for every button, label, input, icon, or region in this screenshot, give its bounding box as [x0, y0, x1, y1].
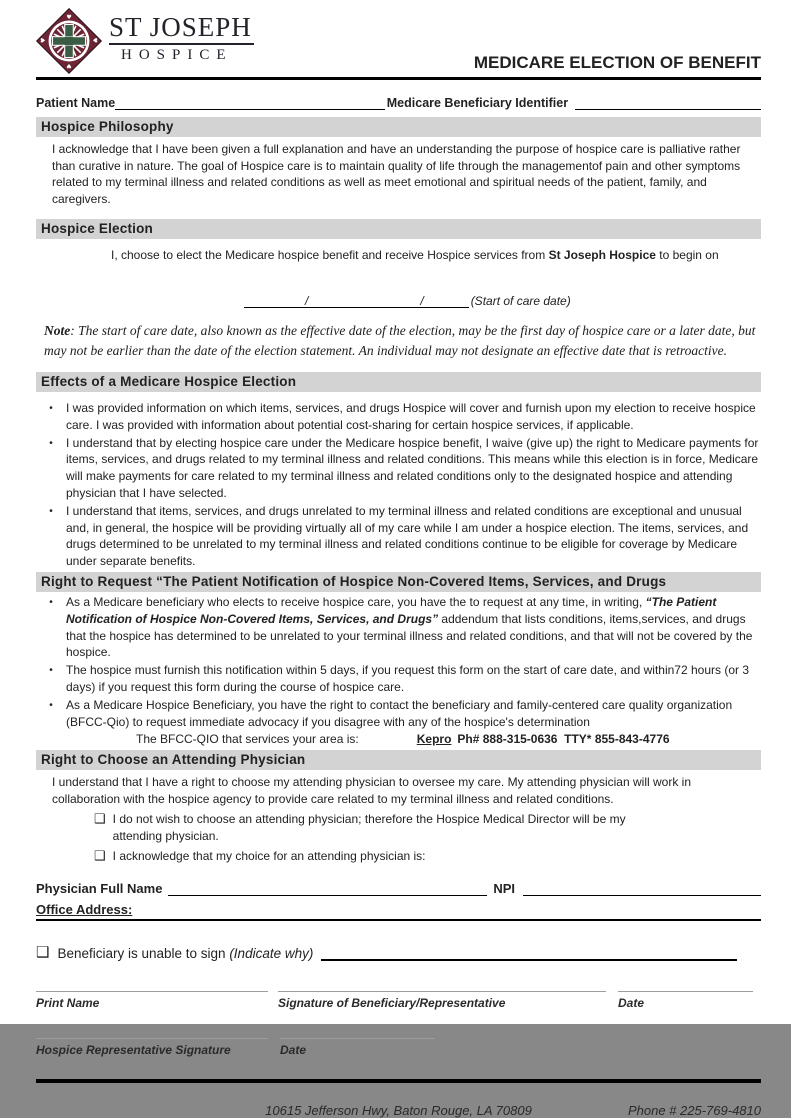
mbi-field[interactable] [575, 95, 761, 110]
election-provider-name: St Joseph Hospice [548, 248, 656, 262]
signature-row-1 [36, 991, 761, 1010]
note-label: Note [44, 323, 71, 338]
qio-label: The BFCC-QIO that services your area is: [136, 732, 359, 747]
date-separator: / [305, 294, 309, 308]
unable-to-sign-label [57, 946, 313, 961]
svg-text:♥: ♥ [66, 14, 72, 22]
election-statement-pre: I, choose to elect the Medicare hospice benefit and receive Hospice services from [111, 248, 549, 262]
election-statement-post: to begin on [655, 248, 719, 262]
hospice-representative-label: Hospice Representative Signature [36, 1042, 231, 1057]
office-address-label: Office Address: [36, 901, 133, 917]
representative-date-label: Date [280, 1042, 307, 1057]
rtr-bullet-1-addendum-title: “The Patient Notification of Hospice Non-Covered Items, Services, and Drugs” [66, 594, 717, 626]
attending-option-1-label: I do not wish to choose an attending physician; therefore the Hospice Medical Director will be my attending physician. [112, 812, 626, 843]
date-day-field[interactable] [309, 294, 419, 308]
unable-to-sign-pre: Beneficiary is unable to sign [57, 945, 230, 961]
qio-name: Kepro [416, 732, 452, 747]
election-statement [111, 247, 761, 263]
list-item [36, 662, 761, 696]
list-item [36, 435, 761, 502]
date-caption: (Start of care date) [470, 294, 571, 308]
bullet-icon: • [49, 403, 53, 414]
signature-row-2 [36, 1038, 761, 1057]
physician-name-field[interactable] [168, 881, 487, 896]
bullet-icon: • [49, 665, 53, 677]
checkbox-icon[interactable]: ❑ [36, 943, 50, 961]
office-address-row [36, 902, 761, 921]
unable-to-sign-reason-hint: (Indicate why) [229, 945, 314, 961]
list-item [36, 594, 761, 661]
philosophy-body: I acknowledge that I have been given a full explanation and have an understanding the purpose of hospice care is palliative rather than curative in nature. The goal of Hospice care is to maintain quality of life through the managementof pain and other symptoms related to my terminal illness and related conditions as well as meet emotional and spiritual needs of the patient, family, and caregivers. [52, 142, 741, 206]
attending-option-2-label: I acknowledge that my choice for an attending physician is: [112, 849, 426, 864]
effects-bullet-3: I understand that items, services, and drugs unrelated to my terminal illness and related conditions are exceptional and unusual and, in general, the hospice will be providing virtually all of my care while I am under a hospice election. The items, services, and drugs determined to be unrelated to my terminal illness and related conditions continue to be eligible for coverage by Medicare under separate benefits. [66, 503, 749, 569]
rtr-bullet-2: The hospice must furnish this notification within 5 days, if you request this form on the start of care date, and within72 hours (or 3 days) if you request this form during the course of hospice care. [66, 663, 750, 694]
st-joseph-logo-icon [36, 8, 102, 74]
brand-name [109, 14, 254, 68]
checkbox-icon[interactable]: ❑ [94, 811, 106, 827]
patient-name-label: Patient Name [36, 96, 116, 110]
patient-row [36, 95, 761, 110]
rtr-bullet-1-post: addendum that lists conditions, items,services, and drugs that the hospice has determined to be unrelated to your terminal illness and related conditions, and that will not be covered by the hospice. [66, 611, 753, 660]
svg-text:♥: ♥ [90, 37, 98, 44]
signature-date-label: Date [618, 995, 645, 1010]
print-name-label: Print Name [36, 995, 100, 1010]
form-header [36, 8, 761, 80]
brand-line2: HOSPICE [121, 47, 233, 63]
footer-address: 10615 Jefferson Hwy, Baton Rouge, LA 70809 [265, 1102, 532, 1118]
npi-label: NPI [493, 880, 515, 896]
note-text: : The start of care date, also known as the effective date of the election, may be the first day of hospice care or a later date, but may not be earlier than the date of the election statement. An individual may not designate an effective date that is retroactive. [44, 323, 756, 358]
indicate-why-field[interactable] [321, 959, 737, 961]
brand-line1: ST JOSEPH [109, 14, 254, 45]
npi-field[interactable] [523, 881, 761, 896]
print-name-block [36, 991, 268, 1010]
svg-text:♥: ♥ [40, 37, 48, 44]
patient-name-field[interactable] [115, 95, 385, 110]
section-heading-effects: Effects of a Medicare Hospice Election [36, 372, 761, 392]
election-note [44, 321, 761, 361]
brand [36, 8, 254, 74]
list-item [36, 697, 761, 731]
section-heading-attending: Right to Choose an Attending Physician [36, 750, 761, 770]
footer [36, 1103, 761, 1118]
date-separator: / [420, 294, 424, 308]
date-block-2 [280, 1038, 435, 1057]
bullet-icon: • [49, 437, 53, 449]
rtr-bullet-1 [66, 594, 761, 661]
start-of-care-date-row [244, 291, 761, 308]
section-heading-philosophy: Hospice Philosophy [36, 117, 761, 137]
list-item [36, 503, 761, 570]
attending-body: I understand that I have a right to choose my attending physician to oversee my care. My attending physician will work in collaboration with the hospice agency to provide care related to my terminal illness and related conditions. [52, 775, 691, 806]
footer-divider [36, 1079, 761, 1083]
qio-row [136, 732, 761, 746]
bullet-icon: • [49, 505, 53, 517]
beneficiary-signature-label: Signature of Beneficiary/Representative [278, 995, 506, 1010]
mbi-label: Medicare Beneficiary Identifier [386, 96, 569, 110]
list-item [36, 400, 761, 434]
footer-phone: Phone # 225-769-4810 [627, 1102, 761, 1118]
unable-to-sign-row [36, 945, 761, 961]
physician-row [36, 881, 761, 896]
section-heading-election: Hospice Election [36, 219, 761, 239]
physician-name-label: Physician Full Name [36, 880, 163, 896]
section-heading-right-to-request: Right to Request “The Patient Notification of Hospice Non-Covered Items, Services, and Drugs [36, 572, 761, 592]
effects-bullet-list [36, 400, 761, 570]
beneficiary-signature-block [278, 991, 606, 1010]
document-title: MEDICARE ELECTION OF BENEFIT [473, 53, 761, 72]
hospice-representative-block [36, 1038, 268, 1057]
rtr-bullet-3: As a Medicare Hospice Beneficiary, you have the right to contact the beneficiary and family-centered care quality organization (BFCC-Qio) to request immediate advocacy if you disagree with any of the hospice's determination [66, 697, 733, 729]
effects-bullet-2: I understand that by electing hospice care under the Medicare hospice benefit, I waive (give up) the right to Medicare payments for items, services, and drugs related to my terminal illness and related conditions. This means while this election is in force, Medicare will make payments for care related to my terminal illness and related conditions only to the designated hospice and attending physician that I have selected. [66, 435, 759, 500]
checkbox-icon[interactable]: ❑ [94, 848, 106, 864]
bullet-icon: • [49, 596, 53, 608]
attending-option-2 [94, 848, 761, 865]
date-month-field[interactable] [244, 294, 304, 308]
rtr-bullet-1-pre: As a Medicare beneficiary who elects to receive hospice care, you have the to request at any time, in writing, [66, 594, 646, 609]
effects-bullet-1: I was provided information on which items, services, and drugs Hospice will cover and furnish upon my election to receive hospice care. I was provided with information about potential cost-sharing for certain hospice services, if applicable. [66, 401, 756, 432]
attending-option-1 [94, 811, 761, 844]
bullet-icon: • [49, 699, 53, 711]
date-block-1 [618, 991, 753, 1010]
right-to-request-bullet-list [36, 594, 761, 730]
svg-text:♥: ♥ [66, 62, 72, 70]
qio-phone: Ph# 888-315-0636 TTY* 855-843-4776 [457, 732, 670, 747]
date-year-field[interactable] [425, 294, 469, 308]
